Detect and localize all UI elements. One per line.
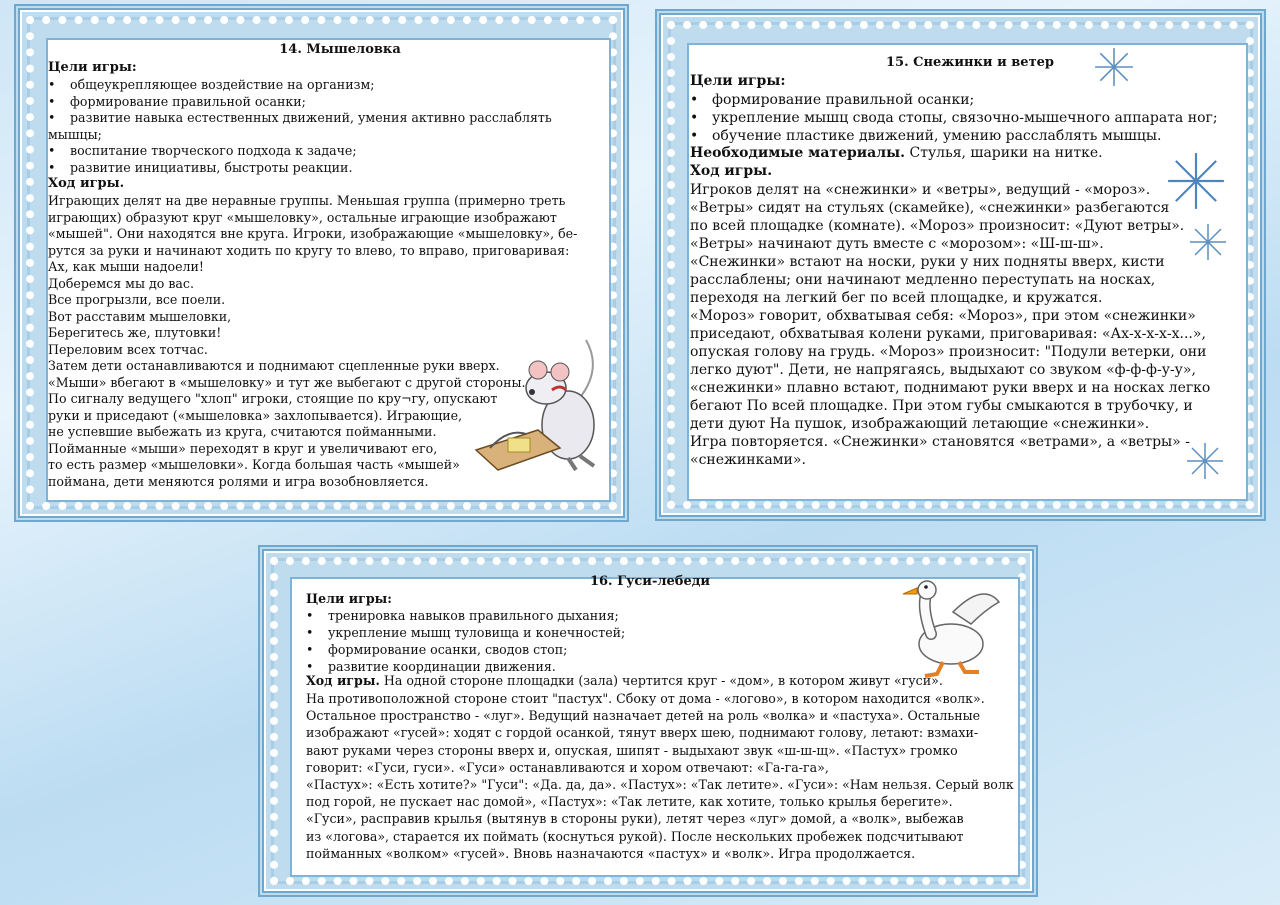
goal-item: • укрепление мышц свода стопы, связочно-мышечного аппарата ног; [690, 109, 1218, 127]
poem-line: Переловим всех тотчас. [48, 341, 208, 357]
goal-item: • тренировка навыков правильного дыхания; [306, 607, 625, 624]
mouse-trap-illustration [468, 330, 608, 480]
card-14-title: 14. Мышеловка [279, 42, 401, 57]
card-15-goals-heading: Цели игры: [690, 73, 786, 89]
text-line: играющих) образуют круг «мышеловку», остальные играющие изображают [48, 209, 557, 225]
goal-item: • формирование правильной осанки; [48, 94, 552, 111]
card-16-goals-list [306, 607, 625, 675]
poem-line: Берегитесь же, плутовки! [48, 325, 222, 340]
text-line: то есть размер «мышеловки». Когда большая часть «мышей» [48, 457, 460, 472]
snowflake-icon [1093, 46, 1135, 88]
text-line: приседают, обхватывая колени руками, приговаривая: «Ах-х-х-х-х...», [690, 326, 1206, 342]
materials-heading: Необходимые материалы. [690, 145, 906, 161]
text-line: По сигналу ведущего "хлоп" игроки, стоящие по кру¬гу, опускают [48, 391, 498, 406]
materials-text: Стулья, шарики на нитке. [905, 145, 1103, 161]
text-line: Затем дети останавливаются и поднимают сцепленные руки вверх. [48, 358, 500, 373]
text-line: «Мыши» вбегают в «мышеловку» и тут же выбегают с другой стороны. [48, 374, 526, 390]
text-line: пойманных «волком» «гусей». Вновь назначаются «пастух» и «волк». Игра продолжается. [306, 845, 916, 861]
text-line: переходя на легкий бег по всей площадке, и кружатся. [690, 290, 1103, 306]
card-15-goals-list [690, 91, 1218, 145]
goose-illustration [893, 572, 1003, 682]
card-14-course-heading: Ход игры. [48, 176, 125, 191]
card-16-goals-heading: Цели игры: [306, 591, 392, 606]
text-line: изображают «гусей»: ходят с гордой осанкой, тянут вверх шею, поднимают голову, летают: взмахи- [306, 725, 979, 741]
text-line: говорит: «Гуси, гуси». «Гуси» останавливаются и хором отвечают: «Га-га-га», [306, 759, 829, 775]
card-14-goals-heading: Цели игры: [48, 60, 137, 75]
text-line: вают руками через стороны вверх и, опуская, шипят - выдыхают звук «ш-ш-щ». «Пастух» громко [306, 742, 958, 758]
poem-line: Доберемся мы до вас. [48, 275, 194, 291]
text-line: Игроков делят на «снежинки» и «ветры», ведущий - «мороз». [690, 182, 1151, 198]
text-line: «Снежинки» встают на носки, руки у них подняты вверх, кисти [690, 254, 1165, 270]
card-16-title: 16. Гуси-лебеди [589, 574, 711, 589]
course-first-text: На одной стороне площадки (зала) чертится круг - «дом», в котором живут «гуси». [379, 673, 943, 688]
card-14-goals-list [48, 77, 552, 176]
card-15-title: 15. Снежинки и ветер [885, 55, 1054, 70]
text-line: опуская голову на грудь. «Мороз» произносит: "Подули ветерки, они [690, 344, 1207, 360]
text-line: На противоположной стороне стоит "пастух". Сбоку от дома - «логово», в котором находится «волк». [306, 691, 985, 706]
snowflake-icon [1165, 150, 1227, 212]
text-line: по всей площадке (комнате). «Мороз» произносит: «Дуют ветры». [690, 218, 1185, 234]
text-line: поймана, дети меняются ролями и игра возобновляется. [48, 473, 429, 489]
card-16-course-first-line [306, 673, 943, 688]
snowflake-icon [1188, 222, 1228, 262]
text-line: легко дуют". Дети, не напрягаясь, выдыхают со звуком «ф-ф-ф-у-у», [690, 362, 1196, 378]
goal-item-continuation: мышцы; [48, 126, 102, 142]
text-line: рутся за руки и начинают ходить по кругу то влево, то вправо, приговаривая: [48, 242, 570, 258]
goal-item: • обучение пластике движений, умению расслаблять мышцы. [690, 127, 1218, 145]
card-16-body [306, 690, 1014, 862]
goal-item: • развитие координации движения. [306, 658, 625, 675]
snowflake-icon [1185, 441, 1225, 481]
goal-item: • развитие навыка естественных движений, умения активно расслаблять [48, 110, 552, 127]
text-line: не успевшие выбежать из круга, считаются пойманными. [48, 424, 437, 439]
text-line: «Ветры» сидят на стульях (скамейке), «снежинки» разбегаются [690, 200, 1170, 216]
text-line: «Пастух»: «Есть хотите?» "Гуси": «Да. да, да». «Пастух»: «Так летите». «Гуси»: «Нам нельзя. Серый волк [306, 777, 1014, 793]
goal-item: • общеукрепляющее воздействие на организм; [48, 77, 552, 94]
text-line: бегают По всей площадке. При этом губы смыкаются в трубочку, и [690, 398, 1193, 414]
text-line: «Ветры» начинают дуть вместе с «морозом»: «Ш-ш-ш». [690, 236, 1104, 252]
text-line: «Мороз» говорит, обхватывая себя: «Мороз», при этом «снежинки» [690, 308, 1196, 324]
text-line: расслаблены; они начинают медленно переступать на носках, [690, 272, 1156, 288]
poem-line: Вот расставим мышеловки, [48, 308, 232, 324]
text-line: руки и приседают («мышеловка» захлопывается). Играющие, [48, 407, 463, 423]
text-line: под горой, не пускает нас домой», «Пастух»: «Так летите, как хотите, только крылья берегите». [306, 794, 953, 810]
text-line: «снежинки» плавно встают, поднимают руки вверх и на носках легко [690, 380, 1211, 396]
card-15-materials [690, 145, 1103, 161]
poem-line: Ах, как мыши надоели! [48, 259, 204, 274]
goal-item: • формирование осанки, сводов стоп; [306, 641, 625, 658]
text-line: дети дуют На пушок, изображающий летающие «снежинки». [690, 416, 1150, 432]
card-15-course-heading: Ход игры. [690, 163, 773, 179]
text-line: Пойманные «мыши» переходят в круг и увеличивают его, [48, 440, 438, 456]
text-line: «Гуси», расправив крылья (вытянув в стороны руки), летят через «луг» домой, а «волк», выбежав [306, 811, 964, 827]
text-line: «снежинками». [690, 452, 806, 468]
goal-item: • развитие инициативы, быстроты реакции. [48, 160, 552, 177]
goal-item: • формирование правильной осанки; [690, 91, 1218, 109]
text-line: Игра повторяется. «Снежинки» становятся «ветрами», а «ветры» - [690, 434, 1190, 450]
text-line: из «логова», старается их поймать (коснуться рукой). После нескольких пробежек подсчитывают [306, 828, 964, 844]
card-15-body [690, 181, 1210, 469]
goal-item: • укрепление мышц туловища и конечностей; [306, 624, 625, 641]
text-line: Играющих делят на две неравные группы. Меньшая группа (примерно треть [48, 193, 566, 208]
text-line: «мышей". Они находятся вне круга. Игроки, изображающие «мышеловку», бе- [48, 226, 578, 241]
text-line: Остальное пространство - «луг». Ведущий назначает детей на роль «волка» и «пастуха». Остальные [306, 708, 981, 724]
poem-line: Все прогрызли, все поели. [48, 292, 226, 307]
course-heading: Ход игры. [306, 673, 380, 688]
goal-item: • воспитание творческого подхода к задаче; [48, 143, 552, 160]
